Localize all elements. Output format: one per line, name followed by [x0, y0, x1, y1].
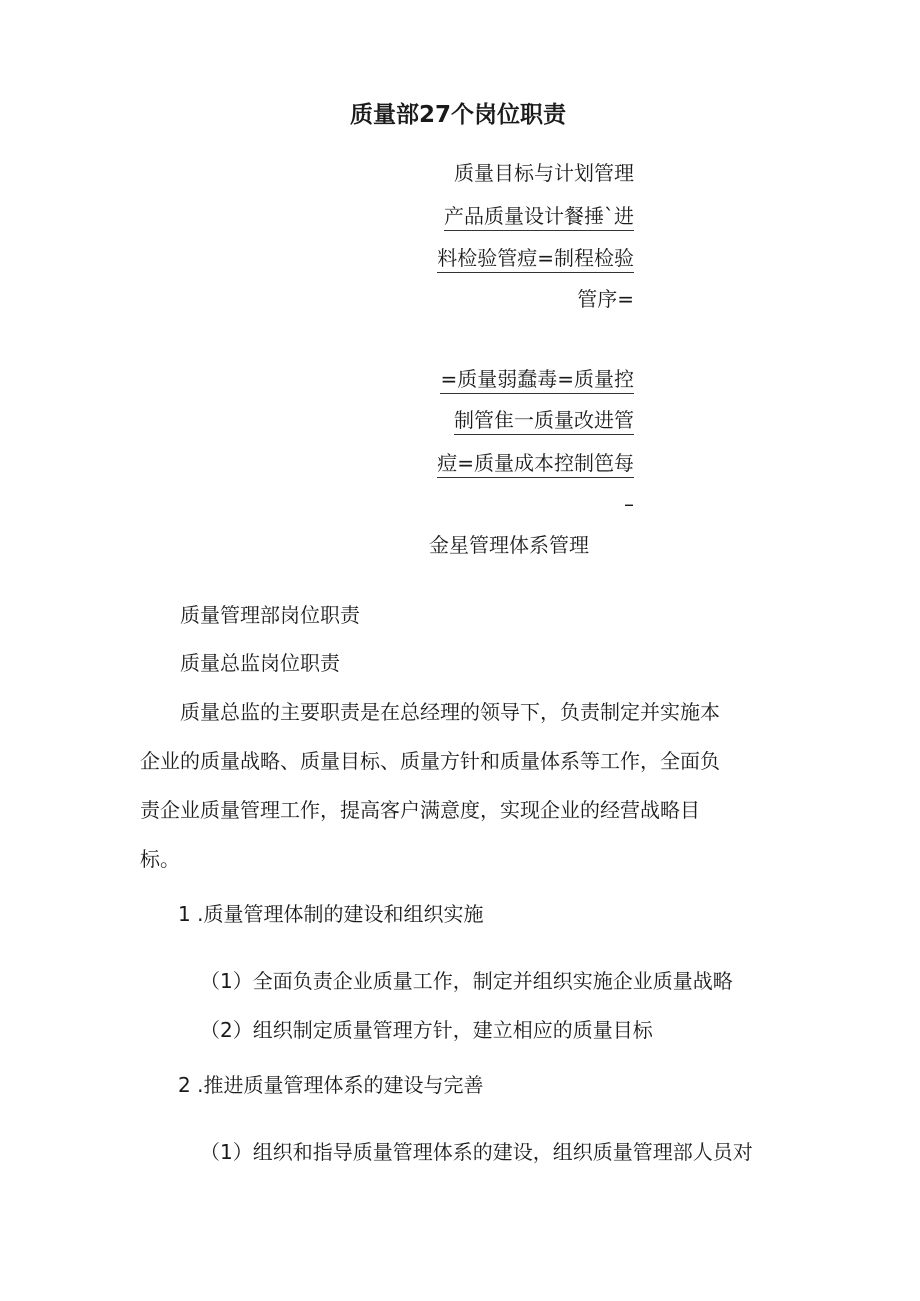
toc-line-6 [334, 410, 634, 430]
toc-line-7-text: 痘=质量成本控制笆每 [437, 451, 634, 478]
numbered-heading-2: 2 .推进质量管理体系的建设与完善 [178, 1073, 484, 1097]
paragraph-line: 标。 [140, 847, 180, 871]
page-title: 质量部27个岗位职责 [350, 102, 567, 128]
toc-line-5 [334, 369, 634, 389]
numbered-heading-1: 1 .质量管理体制的建设和组织实施 [178, 902, 484, 926]
toc-line-5-text: =质量弱蠢毒=质量控 [440, 367, 634, 394]
list-item: （1）组织和指导质量管理体系的建设，组织质量管理部人员对 [200, 1140, 753, 1164]
paragraph-line: 责企业质量管理工作，提高客户满意度，实现企业的经营战略目 [140, 798, 700, 822]
toc-line-9: 金星管理体系管理 [429, 533, 589, 557]
toc-line-2-text: 产品质量设计餐捶`进 [444, 204, 634, 231]
list-item: （1）全面负责企业质量工作，制定并组织实施企业质量战略 [200, 969, 733, 993]
section-heading: 质量管理部岗位职责 [180, 603, 360, 627]
list-item: （2）组织制定质量管理方针，建立相应的质量目标 [200, 1018, 653, 1042]
paragraph-line: 企业的质量战略、质量目标、质量方针和质量体系等工作，全面负 [140, 749, 720, 773]
toc-line-1: 质量目标与计划管理 [454, 161, 634, 185]
subsection-heading: 质量总监岗位职责 [180, 651, 340, 675]
toc-line-3-text: 料检验管痘=制程检验 [437, 246, 634, 273]
toc-line-7 [334, 453, 634, 473]
toc-line-8: – [624, 492, 634, 516]
paragraph-line: 质量总监的主要职责是在总经理的领导下，负责制定并实施本 [180, 700, 720, 724]
toc-line-2 [334, 206, 634, 226]
toc-line-4: 管序= [577, 287, 634, 311]
toc-line-3 [334, 248, 634, 268]
toc-line-6-text: 制管隹一质量改进管 [454, 408, 634, 435]
